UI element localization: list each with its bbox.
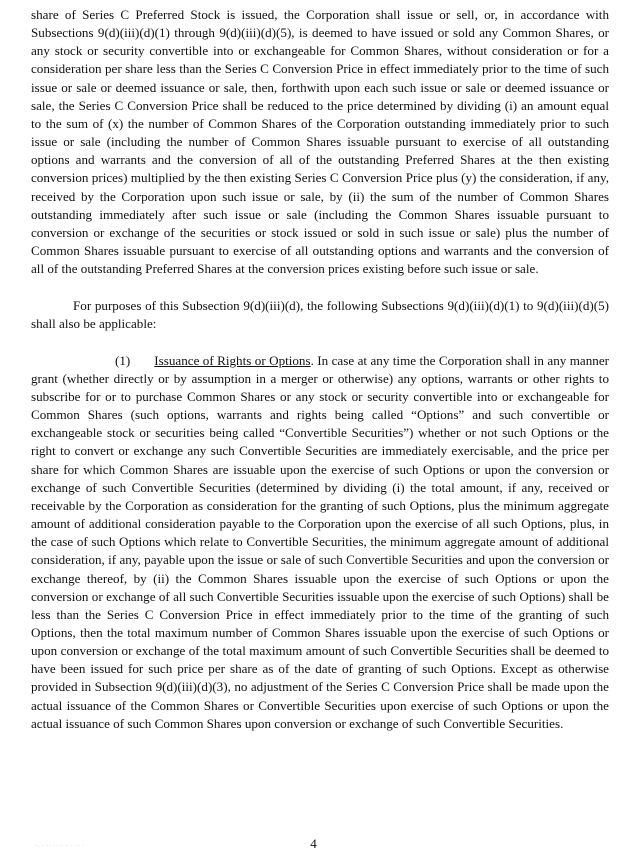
footer-document-id: ·. · ·· ·· · · · ·· ·	[35, 843, 85, 849]
subsection-issuance-of-rights	[31, 352, 609, 733]
paragraph-conversion-price-adjustment: share of Series C Preferred Stock is issued, the Corporation shall issue or sell, or, in accordance with Subsections 9(d)(iii)(d)(1) through 9(d)(iii)(d)(5), is deemed to have issued or sold any Common Shares, or any stock or security convertible into or exchangeable for Common Shares, without consideration or for a consideration per share less than the Series C Conversion Price in effect immediately prior to the time of such issue or sale or deemed issuance or sale, then, forthwith upon each such issue or sale or deemed issuance or sale, the Series C Conversion Price shall be reduced to the price determined by dividing (i) an amount equal to the sum of (x) the number of Common Shares of the Corporation outstanding immediately prior to such issue or sale (including the number of Common Shares issuable pursuant to exercise of all outstanding options and warrants and the conversion of all of the outstanding Preferred Shares at the then existing conversion prices) multiplied by the then existing Series C Conversion Price plus (y) the consideration, if any, received by the Corporation upon such issue or sale, by (ii) the sum of the number of Common Shares outstanding immediately after such issue or sale (including the Common Shares issuable pursuant to conversion or exchange of the securities or stock issued or sold in such issue or sale) plus the number of Common Shares issuable pursuant to exercise of all outstanding options and warrants and the conversion of all of the outstanding Preferred Shares at the conversion prices existing before such issue or sale.	[31, 7, 609, 277]
document-body	[31, 6, 609, 733]
page-number: 4	[310, 836, 317, 851]
paragraph-applicable-subsections: For purposes of this Subsection 9(d)(iii)(d), the following Subsections 9(d)(iii)(d)(1) to 9(d)(iii)(d)(5) shall also be applicable:	[31, 297, 609, 331]
subsection-number: (1)	[115, 352, 131, 368]
subsection-title: Issuance of Rights or Options	[154, 352, 311, 368]
subsection-body: . In case at any time the Corporation shall in any manner grant (whether directly or by assumption in a merger or otherwise) any options, warrants or other rights to subscribe for or to purchase Common Shares or any stock or security convertible into or exchangeable for Common Shares (such options, warrants and rights being called “Options” and such convertible or exchangeable stock or securities being called “Convertible Securities”) whether or not such Options or the right to convert or exchange any such Convertible Securities are immediately exercisable, and the price per share for which Common Shares are issuable upon the exercise of such Options or upon the conversion or exchange of such Convertible Securities (determined by dividing (i) the total amount, if any, received or receivable by the Corporation as consideration for the granting of such Options, plus the minimum aggregate amount of additional consideration payable to the Corporation upon the exercise of all such Options, plus, in the case of such Options which relate to Convertible Securities, the minimum aggregate amount of additional consideration, if any, payable upon the issue or sale of such Convertible Securities and upon the conversion or exchange thereof, by (ii) the Common Shares issuable upon the exercise of such Options or upon the conversion or exchange of all such Convertible Securities issuable upon the exercise of such Options) shall be less than the Series C Conversion Price in effect immediately prior to the time of the granting of such Options, then the total maximum number of Common Shares issuable upon the exercise of such Options or upon conversion or exchange of the total maximum amount of such Convertible Securities shall be deemed to have been issued for such price per share as of the date of granting of such Options. Except as otherwise provided in Subsection 9(d)(iii)(d)(3), no adjustment of the Series C Conversion Price shall be made upon the actual issuance of the Common Shares or Convertible Securities upon exercise of such Options or upon the actual issuance of such Common Shares upon conversion or exchange of such Convertible Securities.	[31, 352, 609, 731]
